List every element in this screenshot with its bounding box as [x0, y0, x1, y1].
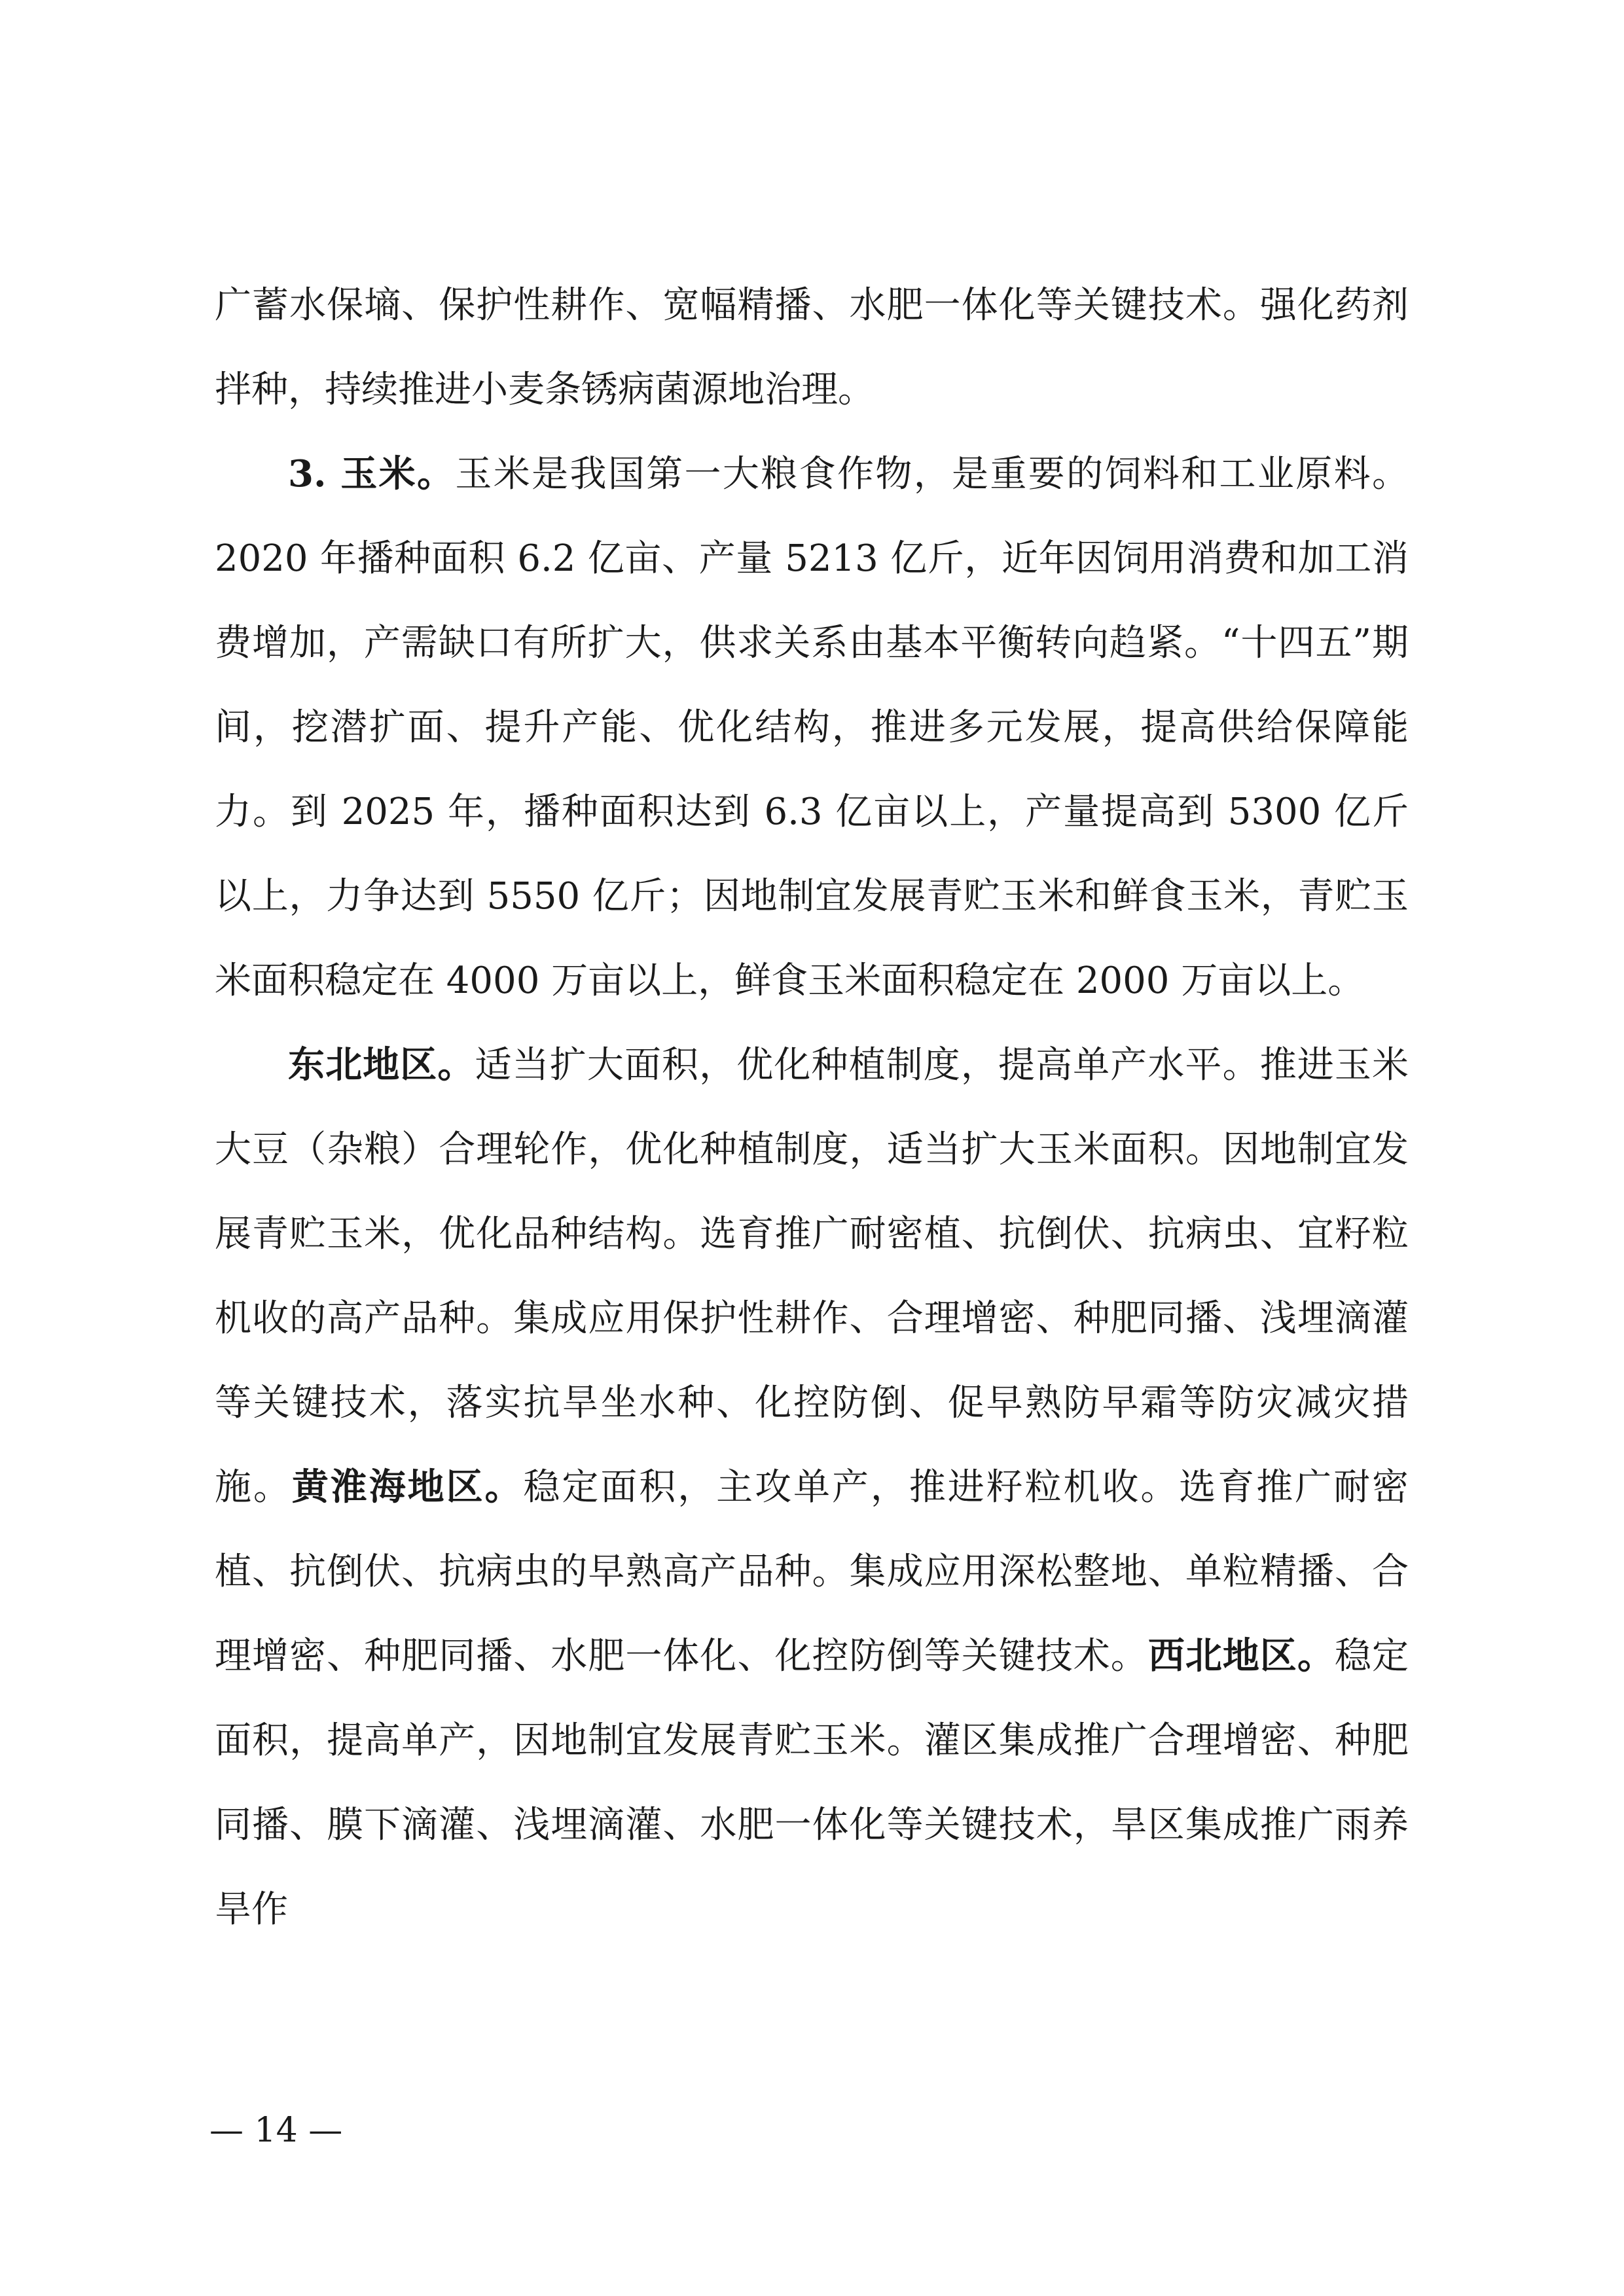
paragraph-text: 广蓄水保墒、保护性耕作、宽幅精播、水肥一体化等关键技术。强化药剂拌种，持续推进小麦条锈病菌源地治理。: [215, 284, 1409, 411]
paragraph-text: 适当扩大面积，优化种植制度，提高单产水平。推进玉米大豆（杂粮）合理轮作，优化种植制度，适当扩大玉米面积。因地制宜发展青贮玉米，优化品种结构。选育推广耐密植、抗倒伏、抗病虫、宜籽粒机收的高产品种。集成应用保护性耕作、合理增密、种肥同播、浅埋滴灌等关键技术，落实抗旱坐水种、化控防倒、促早熟防早霜等防灾减灾措施。: [215, 1044, 1409, 1509]
paragraph: [215, 263, 1409, 432]
paragraph-text: 稳定面积，提高单产，因地制宜发展青贮玉米。灌区集成推广合理增密、种肥同播、膜下滴灌、浅埋滴灌、水肥一体化等关键技术，旱区集成推广雨养旱作: [215, 1635, 1409, 1931]
paragraph-text: 稳定面积，主攻单产，推进籽粒机收。选育推广耐密植、抗倒伏、抗病虫的早熟高产品种。集成应用深松整地、单粒精播、合理增密、种肥同播、水肥一体化、化控防倒等关键技术。: [215, 1466, 1409, 1677]
region-heading: 东北地区。: [288, 1043, 475, 1086]
document-body: [215, 263, 1409, 1952]
paragraph: [215, 1023, 1409, 1952]
page-number: — 14 —: [209, 2111, 343, 2150]
paragraph-text: 玉米是我国第一大粮食作物，是重要的饲料和工业原料。2020 年播种面积 6.2 亿亩、产量 5213 亿斤，近年因饲用消费和加工消费增加，产需缺口有所扩大，供求关系由基本平衡转向趋紧。“十四五”期间，挖潜扩面、提升产能、优化结构，推进多元发展，提高供给保障能力。到 2025 年，播种面积达到 6.3 亿亩以上，产量提高到 5300 亿斤以上，力争达到 5550 亿斤；因地制宜发展青贮玉米和鲜食玉米，青贮玉米面积稳定在 4000 万亩以上，鲜食玉米面积稳定在 2000 万亩以上。: [215, 453, 1409, 1002]
region-heading: 黄淮海地区。: [291, 1465, 524, 1509]
paragraph: [215, 432, 1409, 1023]
section-heading: 3. 玉米。: [288, 452, 456, 495]
region-heading: 西北地区。: [1147, 1634, 1335, 1677]
